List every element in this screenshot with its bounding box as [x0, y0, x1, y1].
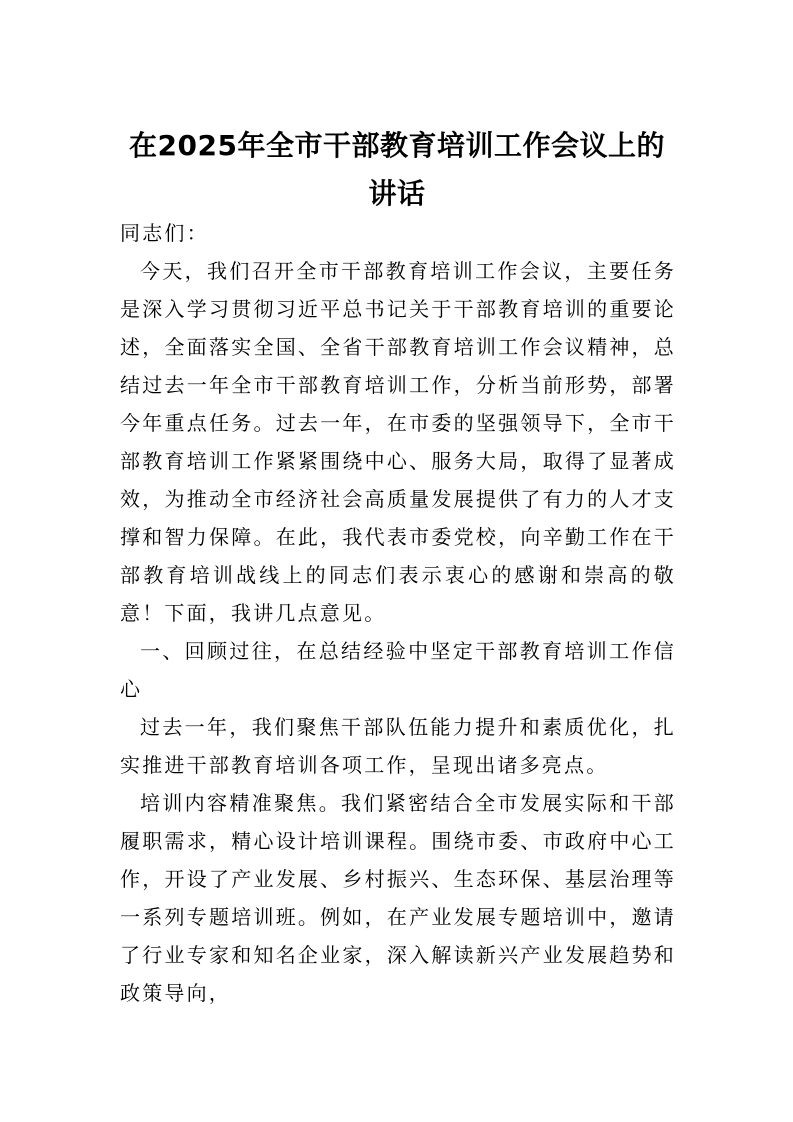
document-title: [118, 122, 676, 218]
title-line-1: 在2025年全市干部教育培训工作会议上的: [129, 129, 665, 162]
title-line-2: 讲话: [368, 177, 426, 210]
section-heading-1: 一、回顾过往，在总结经验中坚定干部教育培训工作信心: [120, 639, 676, 701]
paragraph-review: 过去一年，我们聚焦干部队伍能力提升和素质优化，扎实推进干部教育培训各项工作，呈现出诸多亮点。: [120, 715, 676, 777]
document-body: [120, 214, 676, 1012]
salutation: 同志们：: [120, 221, 209, 245]
paragraph-training-content: 培训内容精准聚焦。我们紧密结合全市发展实际和干部履职需求，精心设计培训课程。围绕市委、市政府中心工作，开设了产业发展、乡村振兴、生态环保、基层治理等一系列专题培训班。例如，在产业发展专题培训中，邀请了行业专家和知名企业家，深入解读新兴产业发展趋势和政策导向，: [120, 791, 676, 1005]
paragraph-opening: 今天，我们召开全市干部教育培训工作会议，主要任务是深入学习贯彻习近平总书记关于干部教育培训的重要论述，全面落实全国、全省干部教育培训工作会议精神，总结过去一年全市干部教育培训工作，分析当前形势，部署今年重点任务。过去一年，在市委的坚强领导下，全市干部教育培训工作紧紧围绕中心、服务大局，取得了显著成效，为推动全市经济社会高质量发展提供了有力的人才支撑和智力保障。在此，我代表市委党校，向辛勤工作在干部教育培训战线上的同志们表示衷心的感谢和崇高的敬意！下面，我讲几点意见。: [120, 259, 676, 625]
